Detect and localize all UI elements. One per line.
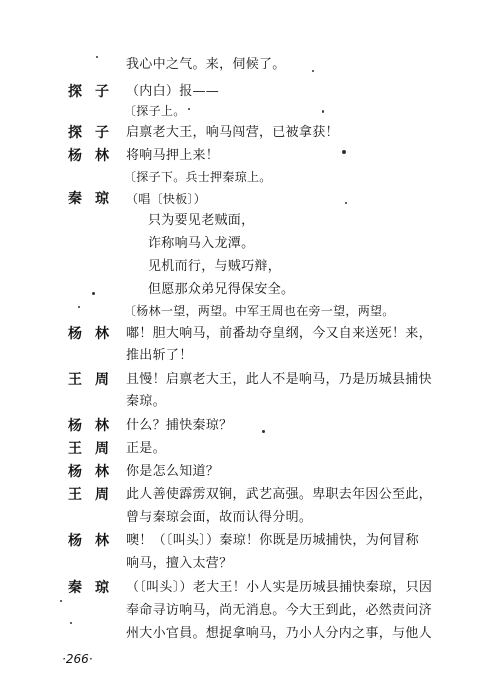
verse-line: 但愿那众弟兄得保安全。 [148,282,295,297]
speaker-name [68,487,110,503]
print-speck [345,202,347,204]
verse-line: 只为要见老贼面， [148,213,255,228]
speaker-name [68,148,110,164]
dialogue-line: 秦琼。 [126,394,166,409]
verse-line: 诈称响马入龙潭。 [148,236,255,251]
dialogue-line: 响马，擅入太营？ [126,556,233,571]
speaker-char: 秦 [68,191,83,207]
stage-direction: 〔杨林一望，两望。中军王周也在旁一望，两望。 [124,304,395,318]
speaker-char: 周 [95,372,110,388]
speaker-name [68,441,110,457]
print-speck [322,110,324,113]
speaker-name [68,191,110,207]
speaker-name [68,418,110,434]
print-speck [342,150,346,154]
speaker-char: 周 [95,441,110,457]
speaker-label [68,441,122,457]
speaker-char: 王 [68,372,83,388]
speaker-label [68,580,122,596]
speaker-char: 林 [95,148,110,164]
dialogue-line: 奉命寻访响马，尚无消息。今大王到此，必然责问济 [126,603,432,618]
speaker-char: 杨 [68,148,83,164]
dialogue-line: 此人善使霹雳双锏，武艺高强。卑职去年因公至此， [126,487,432,502]
speaker-char: 杨 [68,533,83,549]
speaker-char: 林 [95,464,110,480]
speaker-name [68,125,110,141]
print-speck [312,70,314,72]
speaker-name [68,580,110,596]
stage-direction: 〔探子上。 [124,104,186,118]
dialogue-line: 什么？捕快秦琼？ [126,418,233,433]
dialogue-line: 将响马押上来！ [126,148,220,163]
speaker-name [68,326,110,342]
speaker-label [68,372,122,388]
speaker-char: 杨 [68,464,83,480]
speaker-name [68,464,110,480]
speaker-char: 探 [68,84,83,100]
speaker-label [68,84,122,100]
speaker-char: 子 [95,125,110,141]
print-speck [60,600,62,602]
speaker-char: 周 [95,487,110,503]
dialogue-line: 嘟！胆大响马，前番劫夺皇纲，今又自来送死！来， [126,326,432,341]
print-speck [188,108,190,110]
singing-cue: （唱〔快板〕） [126,192,207,206]
dialogue-line: 且慢！启禀老大王，此人不是响马，乃是历城县捕快 [126,372,432,387]
speaker-label [68,533,122,549]
speaker-char: 杨 [68,326,83,342]
speaker-label [68,148,122,164]
speaker-name [68,84,110,100]
print-speck [96,56,98,58]
print-speck [70,622,72,624]
dialogue-line: （〔叫头〕）老大王！小人实是历城县捕快秦琼，只因 [126,580,433,595]
dialogue-line: 我心中之气。来，伺候了。 [126,57,286,72]
stage-direction: 〔探子下。兵士押秦琼上。 [124,170,272,184]
print-speck [262,430,265,433]
speaker-label [68,464,122,480]
speaker-char: 王 [68,487,83,503]
dialogue-line: （内白）报—— [126,84,220,99]
speaker-label [68,191,122,207]
dialogue-line: 启禀老大王，响马闯营，已被拿获！ [126,125,339,140]
speaker-char: 杨 [68,418,83,434]
speaker-label [68,125,122,141]
dialogue-line: 正是。 [126,441,166,456]
speaker-char: 王 [68,441,83,457]
speaker-char: 探 [68,125,83,141]
dialogue-line: 你是怎么知道？ [126,464,220,479]
dialogue-line: 州大小官員。想捉拿响马，乃小人分内之事，与他人 [126,626,432,641]
dialogue-line: 曾与秦琼会面，故而认得分明。 [126,510,313,525]
speaker-char: 琼 [95,191,110,207]
speaker-label [68,418,122,434]
speaker-char: 林 [95,533,110,549]
speaker-name [68,372,110,388]
speaker-label [68,487,122,503]
print-speck [92,292,95,295]
speaker-char: 秦 [68,580,83,596]
speaker-char: 子 [95,84,110,100]
speaker-char: 林 [95,418,110,434]
dialogue-line: 噢！（〔叫头〕）秦琼！你既是历城捕快，为何冒称 [126,533,419,548]
print-speck [78,306,80,308]
speaker-label [68,326,122,342]
speaker-name [68,533,110,549]
dialogue-line: 推出斩了！ [126,348,193,363]
speaker-char: 林 [95,326,110,342]
page-number: ·266· [62,652,93,666]
verse-line: 见机而行，与贼巧辩， [148,259,282,274]
speaker-char: 琼 [95,580,110,596]
